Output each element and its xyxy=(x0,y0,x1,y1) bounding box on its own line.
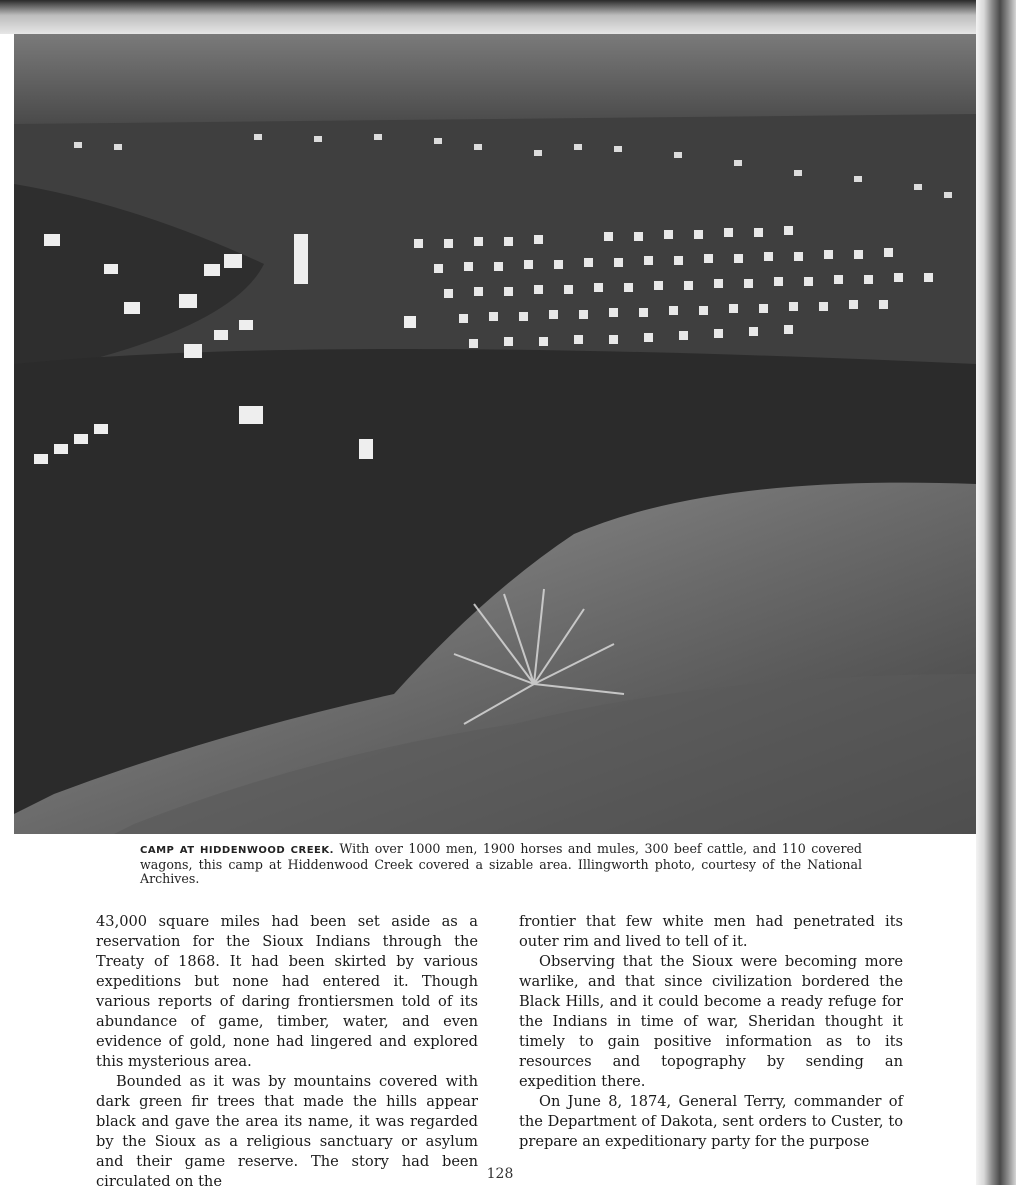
paragraph: 43,000 square miles had been set aside as a reservation for the Sioux Indians through the Treaty of 1868. It had been skirted by various expeditions but none had entered it. Though various reports of daring frontiersmen told of its abundance of game, timber, water, and even evidence of gold, none had lingered and explored this mysterious area. xyxy=(96,913,478,1070)
caption-text: With over 1000 men, 1900 horses and mules, 300 beef cattle, and 110 covered wagons, this camp at Hiddenwood Creek covered a sizable area. Illingworth photo, courtesy of the National Archives. xyxy=(140,841,862,886)
page-binding-edge xyxy=(976,0,1016,1185)
photo-caption xyxy=(140,842,862,886)
paragraph: On June 8, 1874, General Terry, commander of the Department of Dakota, sent orders to Custer, to prepare an expeditionary party for the purpose xyxy=(519,1093,903,1150)
paragraph: Bounded as it was by mountains covered with dark green fir trees that made the hills appear black and gave the area its name, it was regarded by the Sioux as a religious sanctuary or asylum and their game reserve. The story had been circulated on the xyxy=(96,1073,478,1190)
landscape-photo-icon xyxy=(14,34,976,834)
left-column xyxy=(96,912,478,1192)
paragraph: Observing that the Sioux were becoming more warlike, and that since civilization bordered the Black Hills, and it could become a ready refuge for the Indians in time of war, Sheridan thought it timely to gain positive information as to its resources and topography by sending an expedition there. xyxy=(519,953,903,1090)
page-number: 128 xyxy=(486,1166,514,1182)
paragraph: frontier that few white men had penetrated its outer rim and lived to tell of it. xyxy=(519,913,903,950)
caption-title: CAMP AT HIDDENWOOD CREEK. xyxy=(140,845,334,856)
camp-photo xyxy=(14,34,976,834)
right-column xyxy=(519,912,903,1152)
page-top-strip xyxy=(0,0,1016,34)
